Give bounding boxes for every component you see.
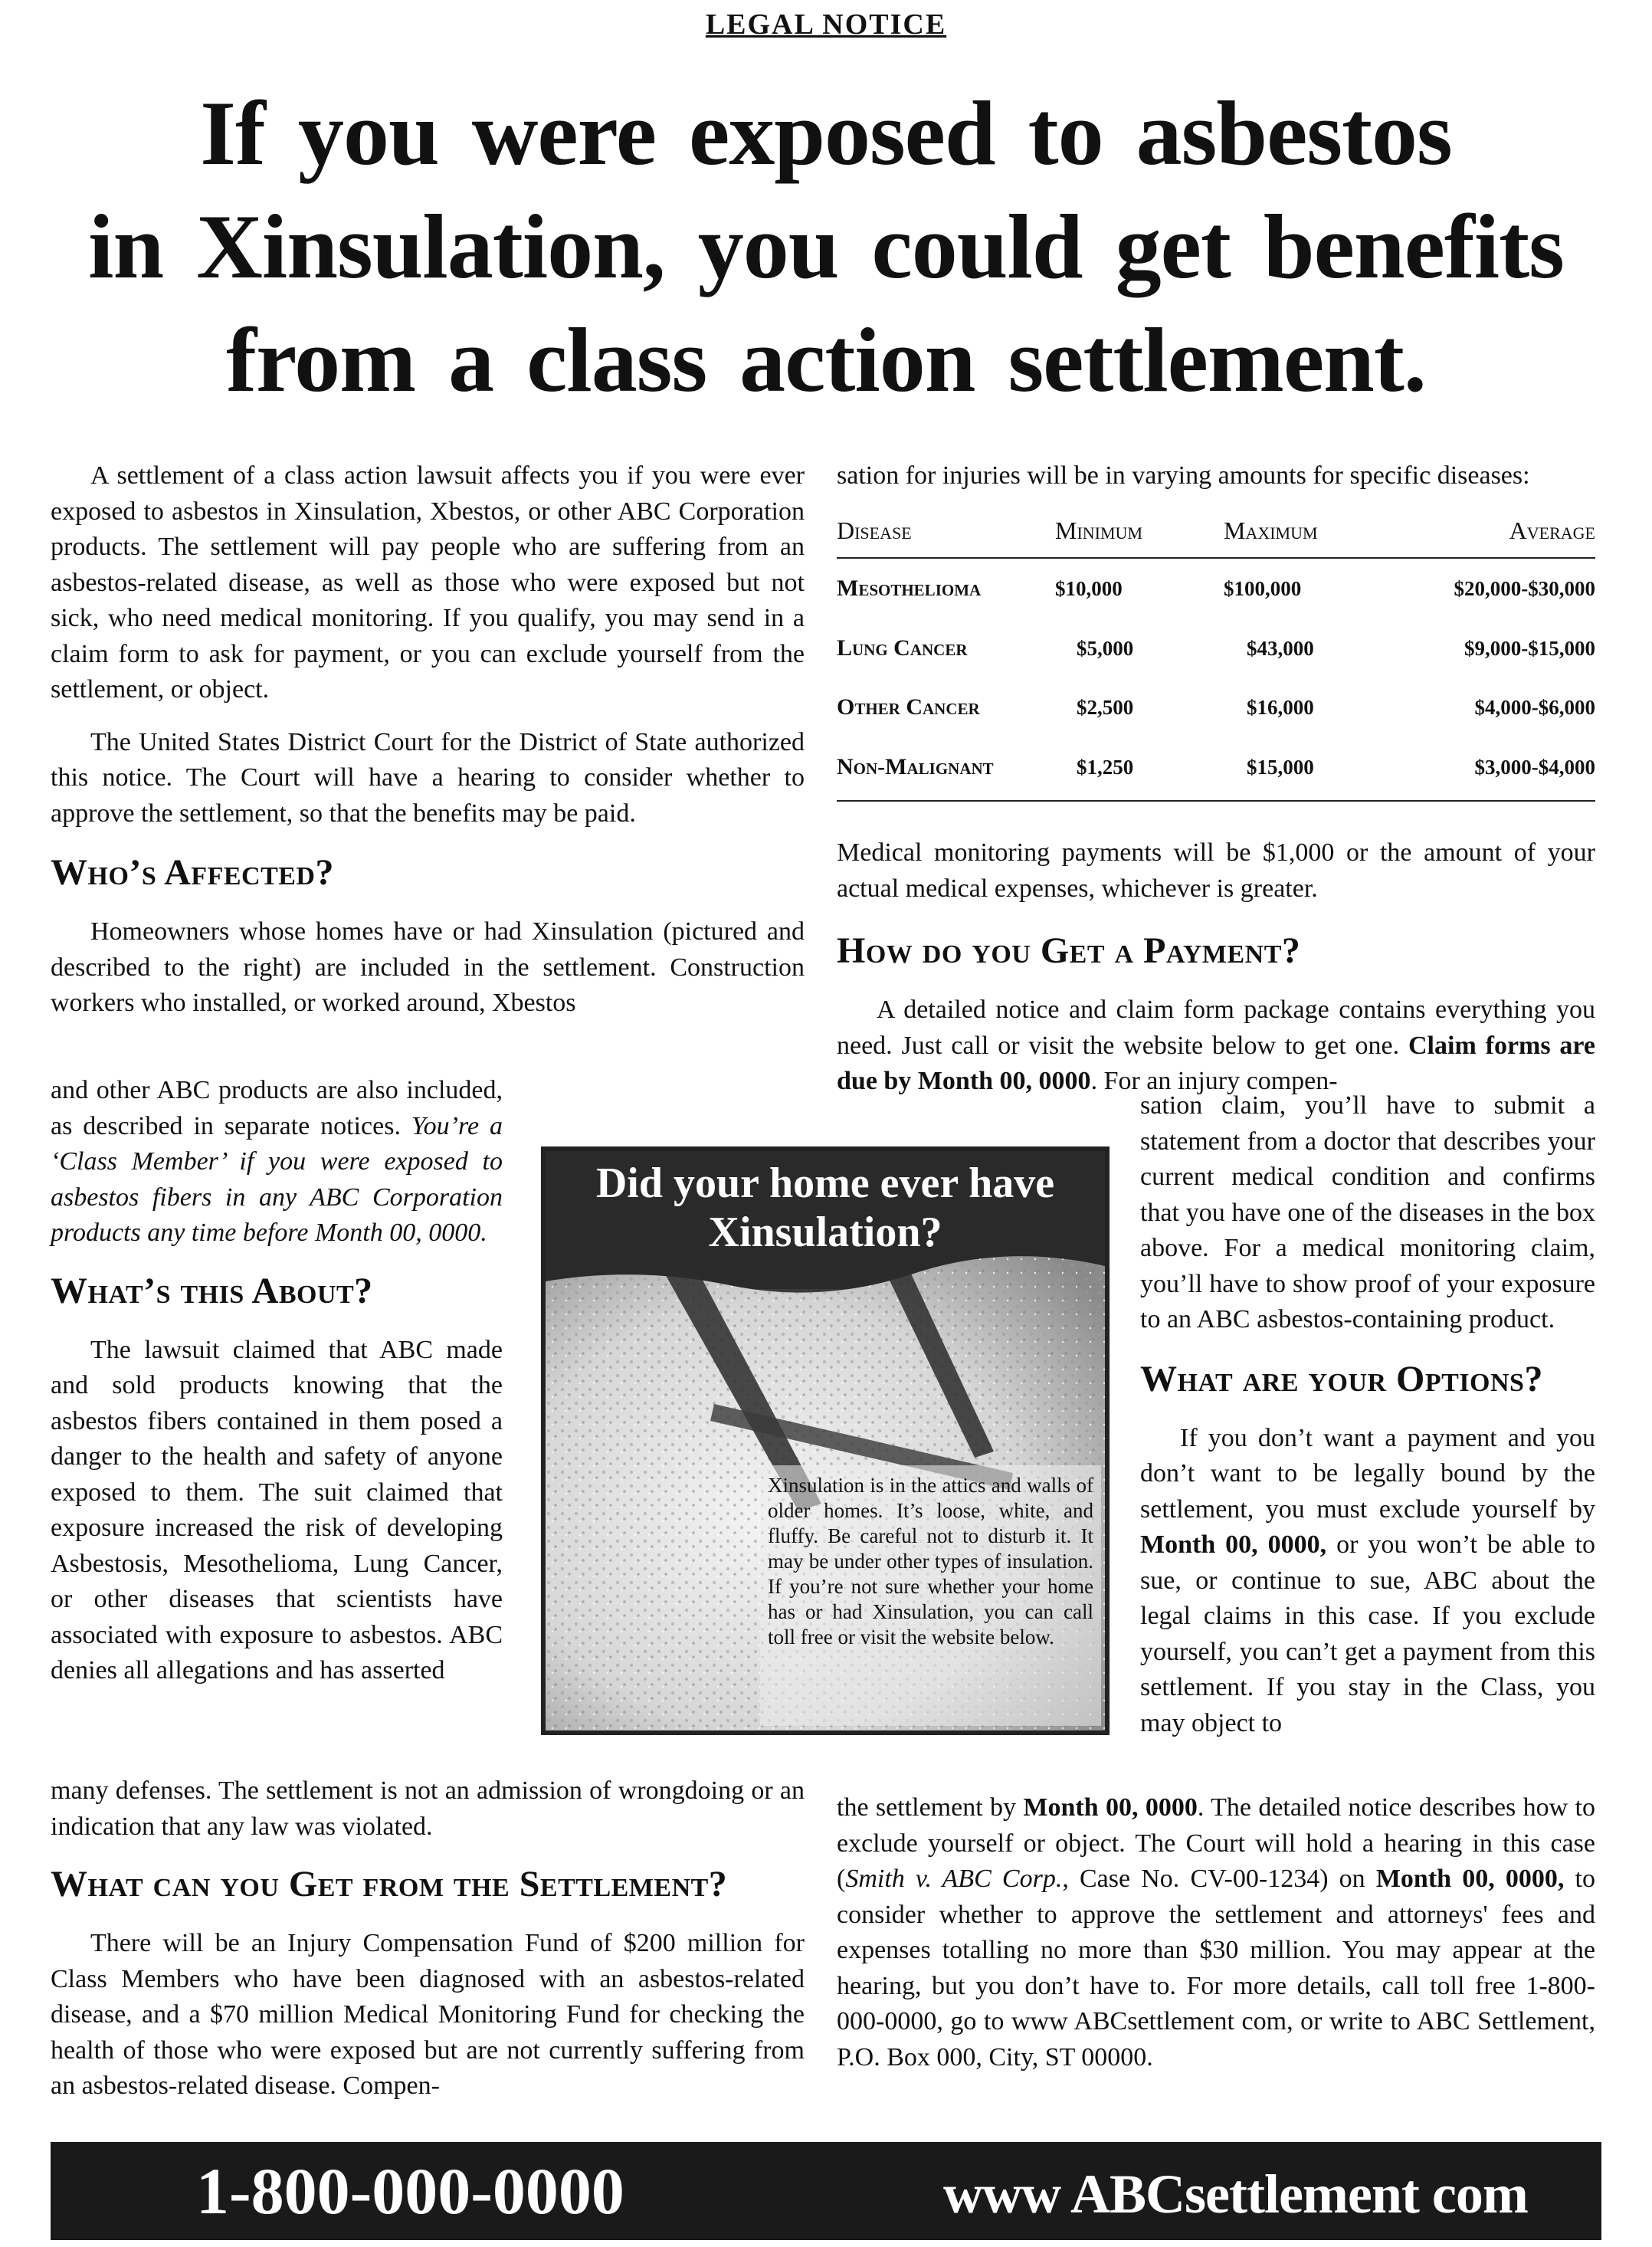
disease-cell: Other Cancer [837,694,980,720]
funds-paragraph: There will be an Injury Compensation Fund of $200 million for Class Members who have been diagnosed with an asbestos-related disease, and a $70 million Medical Monitoring Fund for checking the health of those who were exposed but are not currently suffering from an asbestos-related disease. Compen- [51,1929,805,2100]
class-products-text: and other ABC products are also included, as described in separate notices. [51,1076,503,1140]
maximum-cell: $100,000 [1224,577,1302,600]
right-column-narrow [1140,1088,1595,1741]
object-hearing-paragraph [837,1790,1595,2075]
footer-contact-bar [51,2142,1601,2240]
how-get-payment-heading: How do you Get a Payment? [837,930,1301,971]
whos-affected-heading: Who’s Affected? [51,852,334,893]
object-text-c: , Case No. CV-00-1234) on [1062,1865,1365,1893]
table-row [837,558,1595,618]
photo-title: Did your home ever have Xinsulation? [595,1160,1055,1256]
header-average: Average [1392,505,1595,559]
right-column-bottom [837,1790,1595,2075]
defenses-paragraph: many defenses. The settlement is not an admission of wrongdoing or an indication that any law was violated. [51,1776,805,1841]
table-row [837,618,1595,678]
disease-payment-table [837,505,1595,802]
maximum-cell: $16,000 [1247,696,1314,719]
photo-caption: Xinsulation is in the attics and walls of older homes. It’s loose, white, and fluffy. Be careful not to disturb it. It may be under other types of insulation. If you’re not sure whether your home has or had Xinsulation, you can call toll free or visit the website below. [768,1474,1093,1648]
claim-package-paragraph [837,992,1595,1100]
headline-line-2: in Xinsulation, you could get benefits [88,195,1564,297]
object-deadline: Month 00, 0000 [1023,1793,1198,1822]
exclude-paragraph [1140,1421,1595,1742]
what-can-you-get-heading: What can you Get from the Settlement? [51,1864,728,1904]
what-are-options-heading: What are your Options? [1140,1358,1543,1399]
average-cell: $4,000-$6,000 [1474,696,1595,719]
table-row [837,677,1595,737]
left-column-bottom [51,1773,805,2104]
headline-line-1: If you were exposed to asbestos [200,82,1452,184]
minimum-cell: $2,500 [1077,696,1134,719]
object-text-b: . The detailed notice describes how to exclude yourself or object. The Court will hold a hearing in this case ( [837,1793,1596,1893]
table-header-row [837,505,1595,559]
compensation-continued: sation for injuries will be in varying amounts for specific diseases: [837,461,1530,490]
claim-package-end: . For an injury compen- [1090,1067,1338,1095]
disease-cell: Lung Cancer [837,635,968,661]
claim-deadline: Claim forms are due by Month 00, 0000 [837,1031,1596,1095]
minimum-cell: $10,000 [1055,577,1123,600]
table-row [837,737,1595,802]
left-column-top [51,458,805,1022]
header-minimum: Minimum [1055,505,1224,559]
exclude-text-a: If you don’t want a payment and you don’t want to be legally bound by the settlement, you must exclude yourself by [1140,1423,1595,1524]
average-cell: $3,000-$4,000 [1392,737,1595,802]
case-name: Smith v. ABC Corp. [845,1865,1063,1893]
minimum-cell: $1,250 [1055,737,1224,802]
intro-paragraph: A settlement of a class action lawsuit affects you if you were ever exposed to asbestos in Xinsulation, Xbestos, or other ABC Corporation products. The settlement will pay people who are suffering from an asbestos-related disease, as well as those who were exposed but not sick, who need medical monitoring. If you qualify, you may send in a claim form to ask for payment, or you can exclude yourself from the settlement, or object. [51,461,805,704]
minimum-cell: $5,000 [1077,636,1134,660]
headline [46,77,1606,417]
headline-line-3: from a class action settlement. [226,309,1426,411]
maximum-cell: $15,000 [1224,737,1392,802]
exclude-text-b: or you won’t be able to sue, or continue to sue, ABC about the legal claims in this case. If you exclude yourself, you can’t get a payment from this settlement. If you stay in the Class, you may object to [1140,1530,1595,1737]
claim-package-text: A detailed notice and claim form package contains everything you need. Just call or visit the website below to get one. [837,996,1595,1060]
exclude-deadline: Month 00, 0000, [1140,1530,1327,1559]
whos-affected-paragraph: Homeowners whose homes have or had Xinsulation (pictured and described to the right) are included in the settlement. Construction workers who installed, or worked around, Xbestos [51,917,805,1017]
average-cell: $9,000-$15,000 [1464,636,1595,660]
lawsuit-claims-paragraph: The lawsuit claimed that ABC made and sold products knowing that the asbestos fibers contained in them posed a danger to the health and safety of anyone exposed to them. The suit claimed that exposure increased the risk of developing Asbestosis, Mesothelioma, Lung Cancer, or other diseases that scientists have associated with exposure to asbestos. ABC denies all allegations and has asserted [51,1335,503,1684]
xinsulation-photo-box [541,1146,1110,1735]
header-maximum: Maximum [1224,505,1392,559]
whats-this-about-heading: What’s this About? [51,1270,373,1311]
injury-claim-paragraph: sation claim, you’ll have to submit a statement from a doctor that describes your current medical condition and confirms that you have one of the diseases in the box above. For a medical monitoring claim, you’ll have to show proof of your exposure to an ABC asbestos-containing product. [1140,1091,1595,1333]
disease-cell: Mesothelioma [837,576,982,601]
average-cell: $20,000-$30,000 [1454,577,1595,600]
court-paragraph: The United States District Court for the District of State authorized this notice. The Court will have a hearing to consider whether to approve the settlement, so that the benefits may be paid. [51,727,805,828]
footer-phone: 1-800-000-0000 [196,2154,624,2228]
class-member-definition: You’re a ‘Class Member’ if you were exposed to asbestos fibers in any ABC Corporation products any time before Month 00, 0000. [51,1111,503,1247]
object-text-d: to consider whether to approve the settlement and attorneys' fees and expenses totalling no more than $30 million. You may appear at the hearing, but you don’t have to. For more details, call toll free 1-800-000-0000, go to www ABCsettlement com, or write to ABC Settlement, P.O. Box 000, City, ST 00000. [837,1865,1595,2072]
object-text-a: the settlement by [837,1793,1017,1822]
medical-monitoring-paragraph: Medical monitoring payments will be $1,000 or the amount of your actual medical expenses, whichever is greater. [837,838,1595,903]
maximum-cell: $43,000 [1247,636,1314,660]
legal-notice-label: LEGAL NOTICE [705,8,947,41]
left-column-narrow [51,1073,503,1689]
hearing-date: Month 00, 0000, [1375,1865,1565,1893]
footer-website: www ABCsettlement com [943,2163,1528,2225]
header-disease: Disease [837,505,1055,559]
disease-cell: Non-Malignant [837,737,1055,802]
right-column-top [837,458,1595,1100]
